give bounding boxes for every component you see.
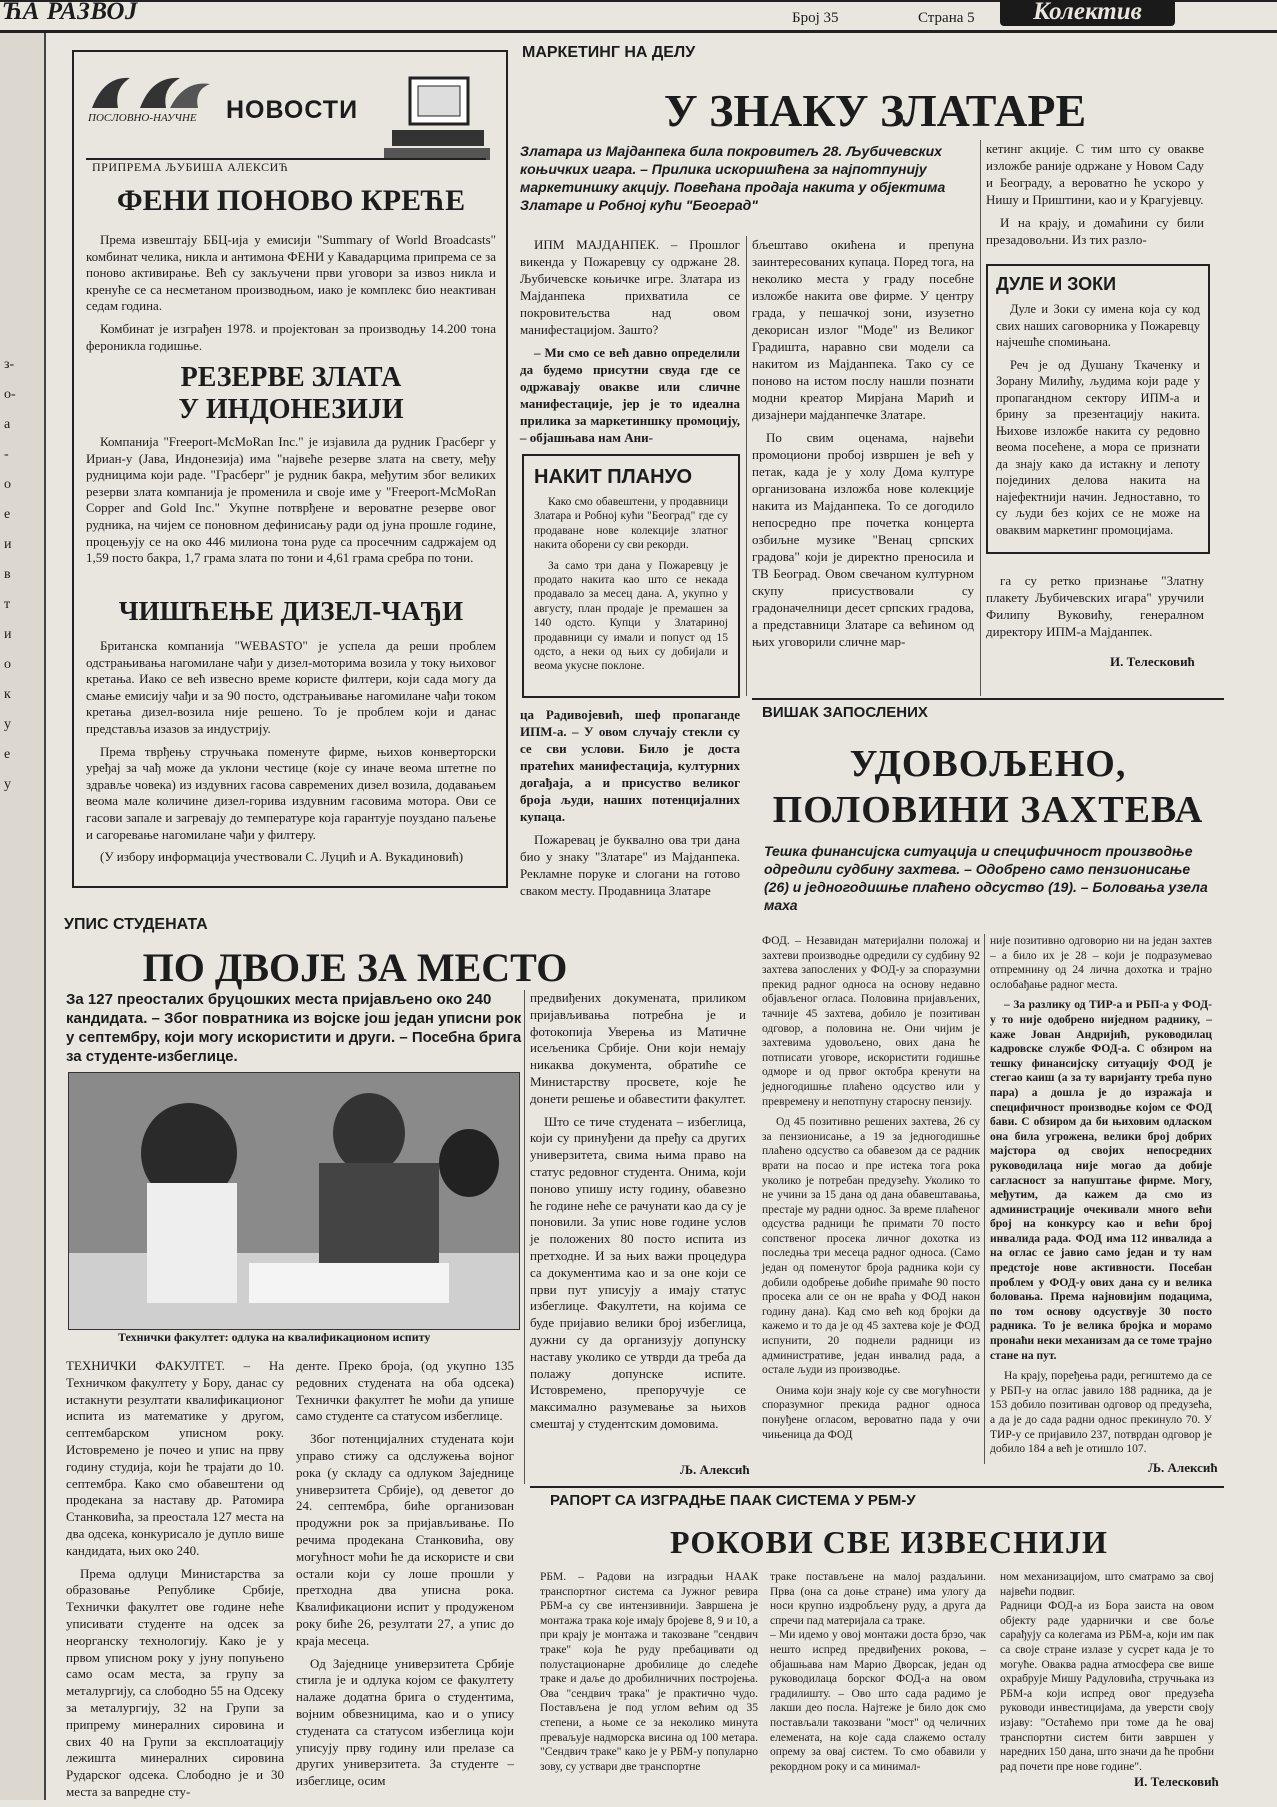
- visak-headline-1: УДОВОЉЕНО,: [849, 743, 1127, 785]
- upis-byline: Љ. Алексић: [680, 1462, 750, 1477]
- visak-byline: Љ. Алексић: [1148, 1460, 1218, 1475]
- left-margin-gutter: [0, 33, 46, 1800]
- margin-fragment: о: [4, 657, 11, 672]
- visak-col2: [990, 934, 1212, 1463]
- margin-fragment: е: [4, 747, 11, 762]
- visak-section: ВИШАК ЗАПОСЛЕНИХ: [762, 704, 928, 721]
- dule-zoki-paragraph: Дуле и Зоки су имена која су код свих наших саговорника у Пожаревцу најчешће спомињана.: [996, 302, 1200, 349]
- upis-deck: За 127 преосталих бруцошких места пријављено око 240 кандидата. – Због повратника из војске још један уписни рок у септембру, који могу искористити и други. – Посебна брига за студенте-избеглице.: [66, 991, 522, 1065]
- margin-fragment: в: [4, 567, 11, 582]
- visak-paragraph: На крају, поређења ради, региштемо да се у РБП-у на оглас јавило 188 радника, да је 153 добило позитиван одговор од предузећа, а да је до сада радни однос прекинуло 70. У ТИР-у се пријавило 237, потврдан одговор је добило 184 а већ је отишло 107.: [990, 1370, 1212, 1456]
- upis-paragraph: предвиђених докумената, приликом пријављивања потребна је и фотокопија Уверења из Матичне исељеника Србије. Они који немају никаква документа, обратиће се Министарству просвете, које ће донети решење и обавестити факултет.: [530, 990, 746, 1106]
- upis-paragraph: Што се тиче студената – избеглица, који су принуђени да пређу са других универзитета, свима њима право на статус редовног студента. Онима, који поново упишу исту годину, обавезно ће године неће се рачунати као да су је поновили. За упис нове године услов је положених 80 посто испита из претходне. И за њих важи процедура са документима као и за оне који се први пут уписују а имају статус избеглице. Факултети, на којима се буде пријавио велики број избеглица, дужни су да организују допунску наставу уколико се утврди да треба да полажу допунске испите. Истовремено, препоручује се максимално разумевање за њихов смештај у студентским домовима.: [530, 1113, 746, 1431]
- novosti-logo-graphic: [84, 70, 218, 134]
- column-rule: [980, 140, 981, 696]
- zlatara-paragraph: ца Радивојевић, шеф пропаганде ИПМ-а. – У овом случају стекли су се сви услови. Било је доста пратећих манифестација, културних догађаја, а и присуство великог броја људи, наших потенцијалних купаца.: [520, 707, 740, 824]
- zlato-paragraph: Компанија "Freeport-McMoRan Inc." је изјавила да рудник Грасберг у Ириан-у (Јава, Индонезија) има "највеће резерве злата на свету, међу рудницима који раде. "Грасберг" је рудник бакра, међутим због великих резерви злата компанија је променила и своје име у "Freeport-McMoRan Copper and Gold Inc." Укупне потврђене и вероватне резерве овог рудника, на чијем се поновном дефинисању ради од јуна прошле године, процењују се на око 446 милиона тона руде са просечним садржајем од 1,59 посто бакра, 1,7 грама злата по тони и 4,61 грама сребра по тони.: [86, 434, 496, 566]
- upis-paragraph: ТЕХНИЧКИ ФАКУЛТЕТ. – На Техничком факултету у Бору, данас су истакнути резултати квалификационог испита из математике у другом, септембарском уписном року. Истовремено је почео и упис на прву годину студија, који ће трајати до 10. септембра. Како смо обавештени од продекана за наставу др. Ратомира Станковића, за преостала 127 места на два одсека, конкурисало је дупло више кандидата, њих око 240.: [66, 1358, 284, 1558]
- dizel-paragraph: Према тврђењу стручњака поменуте фирме, њихов конверторски уређај за чађ може да уклони честице (које су иначе веома штетне по здравље човека) из издувних гасова савремених дизел возила, додавањем веома мале количине дизел-горива издувним гасовима мотора. Ови се гасови запале и загревају до температуре која гарантује поуздано паљење и сагоревање нагомилане чађи у филтеру.: [86, 743, 496, 842]
- dizel-body: [86, 638, 496, 872]
- margin-fragment: -: [4, 447, 9, 462]
- dule-zoki-paragraph: Реч је од Душану Ткаченку и Зорану Милићу, људима који раде у пропагандном сектору ИПМ-а и брину за презентацију накита. Њихове изложбе накита су редовно веома посећене, а мора се признати да знају како да истакну и лепоту појединих делова накита на најефектнији начин. Једноставно, то су људи без којих се не може на оваквим маркетинг промоцијама.: [996, 357, 1200, 537]
- visak-col1: [762, 934, 980, 1448]
- upis-col3: [530, 990, 746, 1439]
- margin-fragment: и: [4, 537, 12, 552]
- students-photo: [68, 1072, 520, 1330]
- dizel-paragraph: (У избору информација учествовали С. Луцић и А. Вукадиновић): [100, 849, 464, 865]
- zlato-body: [86, 434, 496, 573]
- margin-fragment: у: [4, 777, 11, 792]
- header-left-title: ЋА РАЗВОЈ: [2, 0, 138, 25]
- margin-fragment: у: [4, 717, 11, 732]
- margin-fragment: з-: [4, 357, 15, 372]
- dizel-paragraph: Британска компанија "WEBASTO" је успела да реши проблем одстрањивања нагомилане чађи у дизел-моторима возила у току њиховог кретања. Иако се већ извесно време користе филтери, који сада могу да смање емисију чађи и за 90 посто, одстрањивање нагомилане чађи током кретања дизел-возила није решено. То је проблем који и данас представља изазов за индустрију.: [86, 638, 496, 736]
- zlatara-paragraph: га су ретко признање "Златну плакету Љубичевских игара" уручили Филипу Вуковићу, генералном директору ИПМ-а Мајданпек.: [986, 573, 1204, 639]
- nakit-paragraph: За само три дана у Пожаревцу је продато накита као што се некада продавало за месец дана. А, укупно у августу, план продаје је премашен за 140 одсто. Купци у Златариној продавници су имали и попуст од 15 одсто, а неки од њих су добијали и веома укусне поклоне.: [534, 559, 728, 673]
- visak-paragraph: Од 45 позитивно решених захтева, 26 су за пензионисање, а 19 за једногодишње плаћено одсуство са обавезом да се радник врати на посао и пре истека тога рока уколико је потребан предузећу. Уколико то не учини за 15 дана од дана обавештавања, престаје му радни однос. За време плаћеног одсуства радници ће примати 70 посто сопственог просека личног дохотка из последња три месеца радног односа. (Само један од поменутог броја радника који су добили одобрење добиће примаће 90 посто просека али се он не враћа у ФОД након годину дана). Кад смо већ код бројки да кажемо и то да је од 45 захтева које је ФОД испунити, 20 поднели радници из административе, један инвалид рада, а остале људи из производње.: [762, 1116, 980, 1377]
- zlatara-section: МАРКЕТИНГ НА ДЕЛУ: [522, 44, 696, 61]
- raport-col2: траке постављене на малој раздаљини. Прва (она са доње стране) има улогу да носи крупно издробљену руду, а друга да спречи пад материјала са траке. – Ми идемо у овој монтажи доста брзо, чак нешто испред предвиђених рокова, – објашњава нам Марио Дворсак, један од руководилаца борског ФОД-а на овом градилишту. – Ово што сада радимо је лакши део посла. Најтеже је било док смо постављали такозвани "мост" од челичних елемената, на које сада слажемо осталу опрему за овај систем. То смо обавили у рекордном року и са минимал-: [770, 1571, 986, 1773]
- zlatara-col3-bottom: [986, 572, 1204, 646]
- zlatara-col1-top: [520, 236, 740, 452]
- visak-paragraph: – За разлику од ТИР-а и РБП-а у ФОД-у то није одобрено ниједном раднику, – каже Јован Андријић, руководилац кадровске службе ФОД-а. С обзиром на тешку финансијску ситуацију ФОД је стегао каиш (а за ту варијанту треба пуно пара) а дошла је до изражаја и специфичност производње којом се ФОД бави. С обзиром да би њиховим одласком она била угрожена, велики број добрих мајстора од својих непосредних руководилаца није могао да добије сагласност за напуштање фирме. Могу, међутим, да кажем да смо из администрације очекивали много већи број на конкурсу као и већи број инвалида рада. ФОД има 112 инвалида а на оглас се јавио само један и ту нам предстоје нове активности. Посебан проблем у ФОД-у ових дана су и велика боловања. Према најновијим подацима, по том основу одсуствује 30 посто радника. То је велика бројка и морамо пронаћи неки механизам да се томе трајно стане на пут.: [990, 999, 1212, 1362]
- raport-section: РАПОРТ СА ИЗГРАДЊЕ ПААК СИСТЕМА У РБМ-У: [550, 1492, 916, 1509]
- margin-fragment: и: [4, 627, 12, 642]
- zlatara-col1-bottom: [520, 706, 740, 905]
- novosti-title: НОВОСТИ: [226, 96, 359, 124]
- nakit-paragraph: Како смо обавештени, у продавници Златара и Робној кући "Београд" где су продаване нове колекције златног накита оборени су сви рекорди.: [534, 496, 728, 552]
- zlatara-byline: И. Телесковић: [1110, 654, 1195, 669]
- visak-deck: Тешка финансијска ситуација и специфичност производње одредили судбину захтева. – Одобрено само пензионисање (26) и једногодишње плаћено одсуство (19). – Боловања узела маха: [764, 843, 1208, 913]
- raport-col3: ном механизацијом, што сматрамо за свој највећи подвиг. Радници ФОД-а из Бора заиста на овом објекту раде ударнички и све боље сарађују са колегама из РБМ-а, који им пак са своје стране излазе у сусрет када је то могуће. Оваква радна атмосфера све више охрабрује Мишу Радуловића, стручњака из РБМ-а који испред овог предузећа руководи инвестицијама, да уверсти своју изјаву: "Остаћемо при томе да ће овај транспортни систем бити завршен у наредних 150 дана, што значи да ће пробни рад почети пре нове године".: [1000, 1571, 1214, 1773]
- upis-col2: [296, 1358, 514, 1796]
- margin-fragment: о: [4, 477, 11, 492]
- students-photo-caption: Технички факултет: одлука на квалификационом испиту: [118, 1330, 431, 1344]
- zlatara-paragraph: ИПМ МАЈДАНПЕК. – Прошлог викенда у Пожаревцу су одржане 28. Љубичевске коњичке игре. Златара из Мајданпека прихватила се покровитељства над овом манифестацијом. Зашто?: [520, 237, 740, 337]
- zlatara-paragraph: бљештаво окићена и препуна заинтересованих купаца. Поред тога, на неколико места у граду посебне изложбе накита ове фирме. У центру града, у пешачкој зони, изузетно декорисан излог "Моде" из Великог Градишта, наравно сви модели са накитом из Мајданпека. Тако су се поново на истом послу нашли познати модни креатор Мирјана Марић и дизајнери мајданпечке Златаре.: [752, 237, 974, 422]
- left-margin-fragments: [4, 350, 34, 800]
- raport-headline: РОКОВИ СВЕ ИЗВЕСНИЈИ: [670, 1524, 1108, 1560]
- novosti-logo-text: ПОСЛОВНО-НАУЧНЕ: [88, 112, 197, 124]
- upis-paragraph: денте. Преко броја, (од укупно 135 редовних студената на оба одсека) Технички факултет ће моћи да упише само студенте са статусом избеглице.: [296, 1358, 514, 1424]
- margin-fragment: а: [4, 417, 11, 432]
- upis-paragraph: Због потенцијалних студената који управо стижу са одслужења војног рока (у складу са одлуком Заједнице универзитета Србије), од деветог до 24. септембра, биће организован продужни рок за пријављивање. По речима продекана Станковића, ову могућност моћи ће да искористе и сви остали који су лоше прошли у претходна два уписна рока. Квалификациони испит у продуженом року биће 26, резултати 27, а упис до краја месеца.: [296, 1431, 514, 1648]
- raport-col1: РБМ. – Радови на изградњи НААК транспортног система са Јужног ревира РБМ-а су све интензивнији. Завршена је монтажа трака које имају бројеве 8, 9 и 10, а при крају је монтажа и такозване "сендвич траке" која ће руду пребацивати од полустационарне дробилице до следеће траке и даље до дробилничних постројења. Ова "сендвич трака" је практично чудо. Постављена је под углом већим од 35 степени, а њоме се за неколико минута превaљује надморска висина од 100 метара. "Сендвич траке" како је у РБМ-у популарно зову, су уствари две транспортне: [540, 1571, 758, 1773]
- visak-paragraph: ФОД. – Незавидан материјални положај и захтеви производње одредили су судбину 92 захтева запослених у ФОД-у за споразумни прекид радног односа на основу недавно објављеног огласа. Половина пријављених, тачније 45 захтева, добило је позитиван одговор, а половина не. Они чијим је захтевима удовољено, ових дана ће потписати уговоре, искористити годишње одморе и од првог октобра кренути на једногодишње плаћено одсуство или у превремену и непотпуну старосну пензију.: [762, 935, 980, 1108]
- zlatara-paragraph: – Ми смо се већ давно определили да будемо присутни свуда где се одржавају овакве или сличне манифестације, јер је то идеална прилика за маркетиншку промоцију, – објашњава нам Ани-: [520, 345, 740, 445]
- upis-paragraph: Према одлуци Министарства за образовање Републике Србије, Технички факултет ове године неће уписивати студенте на одсек за неорганску технологију. Како је у првом уписном року у јуну попуњено само осам места, за групу за металургију, са слободно 55 на Одсеку за металургију, 32 на Групи за припрему минералних сировина и свих 40 на Групи за експлоатацију лежишта минералних сировина Рударског одсека. Слободно је и 30 места за вanредне сту-: [66, 1565, 284, 1799]
- zlato-headline-2: У ИНДОНЕЗИЈИ: [178, 394, 404, 425]
- fenii-headline: ФЕНИ ПОНОВО КРЕЋЕ: [116, 184, 466, 217]
- zlatara-paragraph: кетинг акције. С тим што су овакве изложбе раније одржане у Новом Саду и Београду, а вероватно ће ускоро у Нишу и Приштини, као и у Крагујевцу.: [986, 141, 1204, 207]
- zlato-headline-1: РЕЗЕРВЕ ЗЛАТА: [180, 362, 402, 393]
- zlatara-col3-top: [986, 140, 1204, 254]
- zlatara-paragraph: И на крају, и домаћини су били презадовољни. Из тих разло-: [986, 215, 1204, 247]
- margin-fragment: е: [4, 507, 11, 522]
- zlatara-col2: [752, 236, 974, 656]
- novosti-caption: ПРИПРЕМА ЉУБИША АЛЕКСИЋ: [92, 160, 289, 174]
- header-page: Страна 5: [918, 10, 975, 26]
- fenii-paragraph: Према извештају ББЦ-ија у емисији "Summary of World Broadcasts" комбинат челика, никла и антимона ФЕНИ у Кавадарцима припрема се за поново активирање. Већ су закључени први уговори за извоз никла и кренуће се са несметаном производњом, иако је комплекс био неактиван седам година.: [86, 232, 496, 314]
- zlatara-headline: У ЗНАКУ ЗЛАТАРЕ: [663, 85, 1087, 136]
- nakit-box: [522, 454, 740, 698]
- header-logo: Колектив: [1000, 0, 1175, 26]
- dule-zoki-box: [986, 264, 1210, 554]
- upis-headline: ПО ДВОЈЕ ЗА МЕСТО: [142, 945, 568, 990]
- margin-fragment: т: [4, 597, 11, 612]
- raport-top-rule: [530, 1486, 1224, 1488]
- column-rule: [524, 990, 525, 1484]
- upis-section: УПИС СТУДЕНАТА: [64, 916, 208, 933]
- column-rule: [984, 934, 985, 1464]
- zlatara-paragraph: По свим оценама, највећи промоциони пробој извршен је већ у петак, када је у холу Дома културе организована изложба нове колекције накита из Мајданпека. То се догодило непосредно пре почетка концерта озбиљне музике "Венац српских градова" који је директно преносила и ТВ Београд. Овом свечаном културном скупу присуствовали су градоначелници десет српских градова, а представници Златаре са већином од њих уговорили сличне мар-: [752, 430, 974, 649]
- nakit-box-title: НАКИТ ПЛАНУО: [534, 466, 693, 488]
- header-issue: Број 35: [792, 10, 839, 26]
- computer-icon: [382, 74, 492, 166]
- upis-paragraph: Од Заједнице универзитета Србије стигла је и одлука којом се факултету налаже додатна брига о студентима, војним обвезницима, као и о упису студената са статусом избеглица који уписују прву годину или прелазе са других универзитета. За студенте – избеглице, осим: [296, 1655, 514, 1789]
- upis-col1: [66, 1358, 284, 1807]
- raport-byline: И. Телесковић: [1134, 1774, 1219, 1789]
- visak-top-rule: [752, 698, 1224, 700]
- fenii-body: [86, 232, 496, 360]
- dule-zoki-title: ДУЛЕ И ЗОКИ: [996, 274, 1117, 294]
- margin-fragment: о-: [4, 387, 16, 402]
- fenii-paragraph: Комбинат је изграђен 1978. и пројектован за производњу 14.200 тона фероникла годишње.: [86, 320, 496, 353]
- visak-paragraph: није позитивно одговорио ни на један захтев – а било их је 28 – који је подразумевао отпремнину од 24 лична дохотка и трајно ослобађање радног места.: [990, 935, 1212, 991]
- header-rule: [0, 30, 1277, 33]
- zlatara-paragraph: Пожаревац је буквално ова три дана био у знаку "Златаре" из Мајданпека. Рекламне поруке и слогани на готово сваком месту. Продавница Златаре: [520, 832, 740, 898]
- visak-headline-2: ПОЛОВИНИ ЗАХТЕВА: [772, 789, 1204, 831]
- visak-paragraph: Онима који знају које су све могућности споразумног прекида радног односа понуђене огласом, вероватно пада у очи чињеница да ФОД: [762, 1384, 980, 1441]
- margin-fragment: к: [4, 687, 11, 702]
- zlatara-deck: Златара из Мајданпека била покровитељ 28. Љубичевских коњичких игара. – Прилика искоришћена за најпотпунију маркетиншку акцију. Повећана продаја накита у објектима Златаре и Робној кући "Београд": [520, 143, 946, 213]
- dizel-headline: ЧИШЋЕЊЕ ДИЗЕЛ-ЧАЂИ: [118, 596, 464, 626]
- column-rule: [746, 236, 747, 696]
